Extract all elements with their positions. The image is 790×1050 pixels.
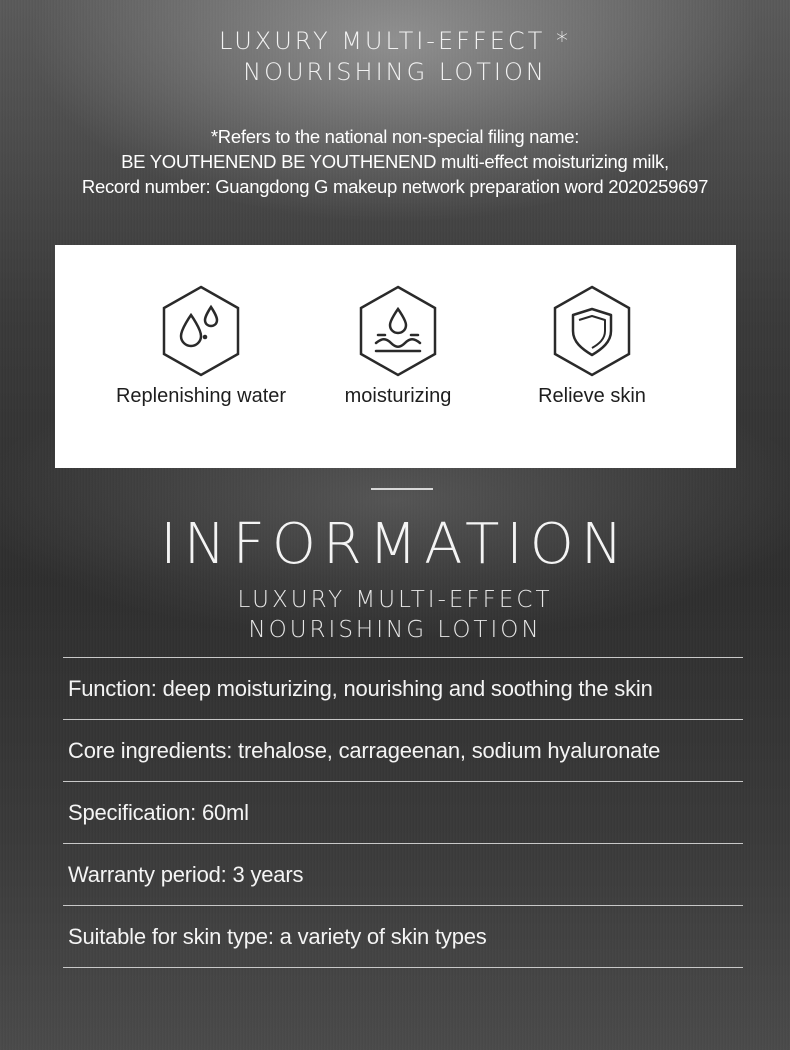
feature-label-replenishing-water: Replenishing water <box>115 385 287 407</box>
spec-row-function: Function: deep moisturizing, nourishing and soothing the skin <box>63 658 743 720</box>
spec-row-skin-type: Suitable for skin type: a variety of skin types <box>63 906 743 968</box>
feature-moisturizing <box>298 285 498 408</box>
feature-panel <box>55 245 736 468</box>
spec-table <box>63 657 743 968</box>
filing-note-line-3: Record number: Guangdong G makeup network preparation word 2020259697 <box>81 176 709 197</box>
water-drops-icon <box>161 285 241 377</box>
spec-row-warranty: Warranty period: 3 years <box>63 844 743 906</box>
product-title-line-1: LUXURY MULTI-EFFECT * <box>219 27 571 55</box>
feature-label-moisturizing: moisturizing <box>344 385 452 407</box>
information-heading: INFORMATION <box>160 512 630 577</box>
shield-icon <box>552 285 632 377</box>
drop-wave-icon <box>358 285 438 377</box>
filing-note-line-1: *Refers to the national non-special filing name: <box>210 126 580 147</box>
spec-row-core-ingredients: Core ingredients: trehalose, carrageenan, sodium hyaluronate <box>63 720 743 782</box>
product-title-line-2: NOURISHING LOTION <box>243 58 547 86</box>
product-title <box>0 26 790 88</box>
feature-replenishing-water <box>101 285 301 408</box>
spec-row-specification: Specification: 60ml <box>63 782 743 844</box>
filing-note-line-2: BE YOUTHENEND BE YOUTHENEND multi-effect moisturizing milk, <box>121 151 669 172</box>
feature-relieve-skin <box>492 285 692 408</box>
information-subtitle-line-2: NOURISHING LOTION <box>248 617 542 643</box>
filing-note <box>0 124 790 199</box>
feature-label-relieve-skin: Relieve skin <box>538 385 646 407</box>
information-subtitle-line-1: LUXURY MULTI-EFFECT <box>237 587 553 613</box>
section-divider <box>371 488 433 490</box>
information-subtitle <box>0 585 790 645</box>
